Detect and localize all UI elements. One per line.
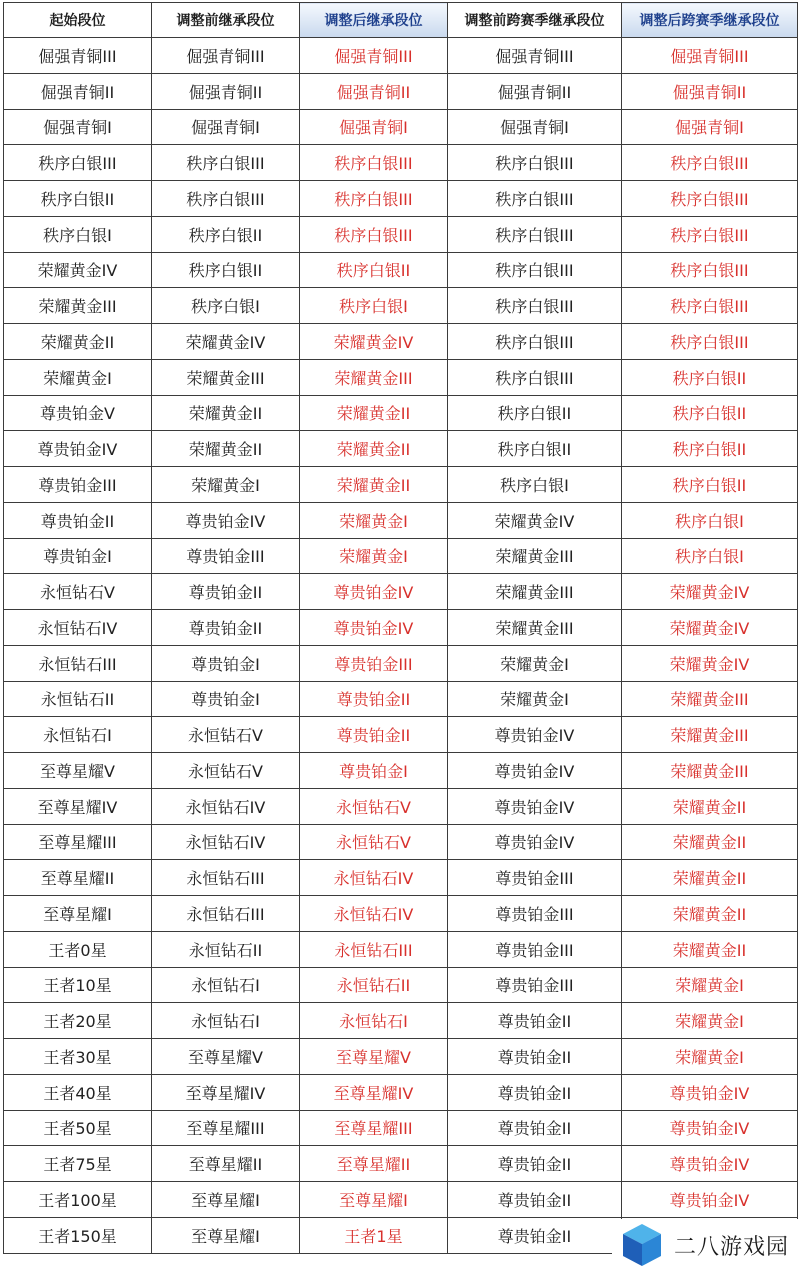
cell-after-inherit: 至尊星耀V: [300, 1039, 448, 1075]
cell-start-rank: 荣耀黄金I: [4, 359, 152, 395]
table-row: [4, 359, 798, 395]
cell-before-cross-season: 尊贵铂金IV: [448, 753, 622, 789]
cell-after-inherit: 荣耀黄金I: [300, 538, 448, 574]
cell-after-inherit: 荣耀黄金II: [300, 395, 448, 431]
table-body: [4, 38, 798, 1254]
cell-after-cross-season: 荣耀黄金III: [622, 717, 798, 753]
cell-after-inherit: 尊贵铂金II: [300, 717, 448, 753]
cell-after-cross-season: 荣耀黄金IV: [622, 574, 798, 610]
cell-before-cross-season: 尊贵铂金IV: [448, 824, 622, 860]
cell-before-cross-season: 荣耀黄金III: [448, 610, 622, 646]
cell-after-cross-season: 荣耀黄金IV: [622, 645, 798, 681]
cell-after-inherit: 尊贵铂金IV: [300, 574, 448, 610]
cell-before-cross-season: 秩序白银II: [448, 395, 622, 431]
cell-before-inherit: 秩序白银III: [152, 181, 300, 217]
cell-after-cross-season: 荣耀黄金I: [622, 1039, 798, 1075]
cell-after-inherit: 倔强青铜I: [300, 109, 448, 145]
cell-start-rank: 永恒钻石IV: [4, 610, 152, 646]
table-row: [4, 1074, 798, 1110]
table-row: [4, 431, 798, 467]
cell-after-cross-season: 荣耀黄金II: [622, 788, 798, 824]
cell-before-cross-season: 秩序白银III: [448, 181, 622, 217]
cell-after-inherit: 尊贵铂金III: [300, 645, 448, 681]
cell-before-inherit: 永恒钻石I: [152, 967, 300, 1003]
header-before-inherit: 调整前继承段位: [152, 3, 300, 38]
cell-before-cross-season: 秩序白银III: [448, 252, 622, 288]
cell-start-rank: 秩序白银I: [4, 216, 152, 252]
cell-after-inherit: 王者1星: [300, 1217, 448, 1253]
cell-before-inherit: 至尊星耀IV: [152, 1074, 300, 1110]
table-row: [4, 216, 798, 252]
cell-after-cross-season: 荣耀黄金II: [622, 931, 798, 967]
table-row: [4, 931, 798, 967]
cell-start-rank: 王者150星: [4, 1217, 152, 1253]
cell-before-inherit: 倔强青铜III: [152, 38, 300, 74]
cell-start-rank: 王者50星: [4, 1110, 152, 1146]
table-row: [4, 181, 798, 217]
watermark-text: 二八游戏园: [674, 1234, 790, 1260]
cell-after-cross-season: 倔强青铜I: [622, 109, 798, 145]
table-row: [4, 1146, 798, 1182]
cell-before-inherit: 至尊星耀I: [152, 1182, 300, 1218]
cell-after-inherit: 尊贵铂金I: [300, 753, 448, 789]
cell-before-inherit: 尊贵铂金III: [152, 538, 300, 574]
cell-before-cross-season: 荣耀黄金I: [448, 645, 622, 681]
header-start-rank: 起始段位: [4, 3, 152, 38]
cell-before-inherit: 永恒钻石III: [152, 896, 300, 932]
cell-after-cross-season: 尊贵铂金IV: [622, 1182, 798, 1218]
cell-before-inherit: 倔强青铜I: [152, 109, 300, 145]
cell-after-cross-season: 秩序白银III: [622, 288, 798, 324]
cell-after-cross-season: 秩序白银III: [622, 216, 798, 252]
cell-start-rank: 王者100星: [4, 1182, 152, 1218]
cell-start-rank: 尊贵铂金V: [4, 395, 152, 431]
table-row: [4, 502, 798, 538]
cell-after-inherit: 至尊星耀IV: [300, 1074, 448, 1110]
blue-cube-logo-icon: [618, 1221, 666, 1269]
cell-before-cross-season: 倔强青铜II: [448, 73, 622, 109]
table-row: [4, 967, 798, 1003]
cell-before-cross-season: 荣耀黄金I: [448, 681, 622, 717]
cell-after-cross-season: 秩序白银III: [622, 145, 798, 181]
cell-before-inherit: 至尊星耀V: [152, 1039, 300, 1075]
cell-after-cross-season: 秩序白银I: [622, 502, 798, 538]
cell-before-cross-season: 尊贵铂金II: [448, 1074, 622, 1110]
cell-start-rank: 荣耀黄金II: [4, 324, 152, 360]
table-row: [4, 896, 798, 932]
header-after-inherit: 调整后继承段位: [300, 3, 448, 38]
cell-before-inherit: 荣耀黄金II: [152, 431, 300, 467]
cell-after-cross-season: 荣耀黄金I: [622, 1003, 798, 1039]
cell-before-cross-season: 秩序白银III: [448, 288, 622, 324]
cell-before-inherit: 荣耀黄金IV: [152, 324, 300, 360]
cell-after-cross-season: 秩序白银II: [622, 359, 798, 395]
cell-after-inherit: 秩序白银III: [300, 145, 448, 181]
cell-before-inherit: 倔强青铜II: [152, 73, 300, 109]
table-row: [4, 824, 798, 860]
watermark: [612, 1219, 800, 1271]
cell-after-inherit: 荣耀黄金III: [300, 359, 448, 395]
cell-before-inherit: 尊贵铂金I: [152, 681, 300, 717]
table-row: [4, 109, 798, 145]
cell-after-cross-season: 倔强青铜II: [622, 73, 798, 109]
cell-after-cross-season: 秩序白银II: [622, 467, 798, 503]
cell-after-cross-season: 荣耀黄金III: [622, 753, 798, 789]
cell-start-rank: 秩序白银III: [4, 145, 152, 181]
cell-after-cross-season: 荣耀黄金I: [622, 967, 798, 1003]
cell-after-inherit: 永恒钻石IV: [300, 896, 448, 932]
cell-before-cross-season: 尊贵铂金II: [448, 1110, 622, 1146]
cell-before-cross-season: 尊贵铂金II: [448, 1182, 622, 1218]
cell-start-rank: 至尊星耀V: [4, 753, 152, 789]
cell-start-rank: 倔强青铜III: [4, 38, 152, 74]
table-row: [4, 1039, 798, 1075]
cell-before-inherit: 秩序白银III: [152, 145, 300, 181]
cell-before-cross-season: 秩序白银III: [448, 145, 622, 181]
cell-after-cross-season: 秩序白银I: [622, 538, 798, 574]
cell-after-inherit: 秩序白银I: [300, 288, 448, 324]
cell-before-cross-season: 倔强青铜III: [448, 38, 622, 74]
table-row: [4, 788, 798, 824]
table-row: [4, 610, 798, 646]
cell-before-inherit: 尊贵铂金II: [152, 610, 300, 646]
table-row: [4, 1182, 798, 1218]
cell-start-rank: 永恒钻石III: [4, 645, 152, 681]
cell-before-inherit: 永恒钻石III: [152, 860, 300, 896]
table-row: [4, 145, 798, 181]
cell-after-cross-season: 秩序白银III: [622, 252, 798, 288]
cell-after-inherit: 至尊星耀II: [300, 1146, 448, 1182]
cell-before-inherit: 至尊星耀I: [152, 1217, 300, 1253]
table-row: [4, 1003, 798, 1039]
cell-after-inherit: 荣耀黄金II: [300, 467, 448, 503]
rank-inheritance-table: [3, 2, 798, 1254]
cell-start-rank: 倔强青铜II: [4, 73, 152, 109]
cell-start-rank: 王者40星: [4, 1074, 152, 1110]
cell-start-rank: 倔强青铜I: [4, 109, 152, 145]
cell-before-cross-season: 荣耀黄金III: [448, 574, 622, 610]
cell-before-cross-season: 尊贵铂金III: [448, 931, 622, 967]
table-row: [4, 753, 798, 789]
cell-before-cross-season: 尊贵铂金II: [448, 1003, 622, 1039]
cell-after-cross-season: 倔强青铜III: [622, 38, 798, 74]
cell-before-cross-season: 尊贵铂金IV: [448, 717, 622, 753]
cell-before-cross-season: 秩序白银III: [448, 324, 622, 360]
cell-after-cross-season: 荣耀黄金IV: [622, 610, 798, 646]
table-row: [4, 38, 798, 74]
header-row: [4, 3, 798, 38]
table-row: [4, 538, 798, 574]
cell-after-inherit: 荣耀黄金II: [300, 431, 448, 467]
cell-start-rank: 王者0星: [4, 931, 152, 967]
cell-before-inherit: 荣耀黄金I: [152, 467, 300, 503]
cell-after-inherit: 尊贵铂金II: [300, 681, 448, 717]
cell-before-inherit: 永恒钻石II: [152, 931, 300, 967]
table-row: [4, 681, 798, 717]
cell-after-inherit: 永恒钻石II: [300, 967, 448, 1003]
cell-after-cross-season: 尊贵铂金IV: [622, 1146, 798, 1182]
header-after-cross-season: 调整后跨赛季继承段位: [622, 3, 798, 38]
cell-after-inherit: 至尊星耀III: [300, 1110, 448, 1146]
cell-before-inherit: 尊贵铂金I: [152, 645, 300, 681]
table-row: [4, 717, 798, 753]
cell-before-cross-season: 尊贵铂金III: [448, 896, 622, 932]
cell-before-inherit: 至尊星耀II: [152, 1146, 300, 1182]
cell-before-cross-season: 尊贵铂金III: [448, 967, 622, 1003]
cell-before-inherit: 永恒钻石I: [152, 1003, 300, 1039]
cell-start-rank: 至尊星耀II: [4, 860, 152, 896]
cell-before-cross-season: 秩序白银I: [448, 467, 622, 503]
cell-before-inherit: 永恒钻石IV: [152, 788, 300, 824]
cell-start-rank: 尊贵铂金IV: [4, 431, 152, 467]
cell-after-cross-season: 秩序白银III: [622, 324, 798, 360]
cell-after-inherit: 荣耀黄金IV: [300, 324, 448, 360]
cell-before-cross-season: 荣耀黄金IV: [448, 502, 622, 538]
cell-after-inherit: 倔强青铜III: [300, 38, 448, 74]
cell-after-cross-season: 尊贵铂金IV: [622, 1110, 798, 1146]
cell-before-cross-season: 尊贵铂金III: [448, 860, 622, 896]
cell-before-cross-season: 秩序白银III: [448, 216, 622, 252]
cell-start-rank: 荣耀黄金III: [4, 288, 152, 324]
cell-start-rank: 至尊星耀I: [4, 896, 152, 932]
cell-after-inherit: 秩序白银II: [300, 252, 448, 288]
cell-before-cross-season: 尊贵铂金II: [448, 1146, 622, 1182]
cell-before-cross-season: 倔强青铜I: [448, 109, 622, 145]
cell-start-rank: 尊贵铂金II: [4, 502, 152, 538]
table-row: [4, 324, 798, 360]
cell-before-cross-season: 秩序白银III: [448, 359, 622, 395]
cell-start-rank: 王者20星: [4, 1003, 152, 1039]
cell-before-cross-season: 荣耀黄金III: [448, 538, 622, 574]
table-row: [4, 73, 798, 109]
cell-start-rank: 荣耀黄金IV: [4, 252, 152, 288]
cell-after-inherit: 秩序白银III: [300, 216, 448, 252]
cell-after-inherit: 永恒钻石III: [300, 931, 448, 967]
cell-after-inherit: 至尊星耀I: [300, 1182, 448, 1218]
cell-before-cross-season: 尊贵铂金II: [448, 1039, 622, 1075]
cell-after-inherit: 永恒钻石V: [300, 788, 448, 824]
cell-after-cross-season: 荣耀黄金II: [622, 860, 798, 896]
cell-before-cross-season: 秩序白银II: [448, 431, 622, 467]
table-row: [4, 288, 798, 324]
cell-before-inherit: 荣耀黄金III: [152, 359, 300, 395]
table-row: [4, 1110, 798, 1146]
cell-start-rank: 至尊星耀III: [4, 824, 152, 860]
table-row: [4, 467, 798, 503]
table-row: [4, 574, 798, 610]
cell-start-rank: 尊贵铂金I: [4, 538, 152, 574]
cell-before-inherit: 秩序白银II: [152, 216, 300, 252]
cell-start-rank: 永恒钻石II: [4, 681, 152, 717]
cell-before-inherit: 秩序白银II: [152, 252, 300, 288]
cell-after-cross-season: 荣耀黄金III: [622, 681, 798, 717]
cell-before-inherit: 永恒钻石V: [152, 753, 300, 789]
cell-before-inherit: 至尊星耀III: [152, 1110, 300, 1146]
cell-after-inherit: 永恒钻石I: [300, 1003, 448, 1039]
table-row: [4, 395, 798, 431]
table-row: [4, 252, 798, 288]
cell-after-inherit: 永恒钻石V: [300, 824, 448, 860]
cell-after-cross-season: 荣耀黄金II: [622, 896, 798, 932]
cell-start-rank: 永恒钻石I: [4, 717, 152, 753]
table-row: [4, 645, 798, 681]
cell-before-inherit: 尊贵铂金II: [152, 574, 300, 610]
cell-after-inherit: 荣耀黄金I: [300, 502, 448, 538]
cell-before-inherit: 永恒钻石V: [152, 717, 300, 753]
cell-before-inherit: 尊贵铂金IV: [152, 502, 300, 538]
cell-after-cross-season: 秩序白银II: [622, 395, 798, 431]
cell-before-inherit: 荣耀黄金II: [152, 395, 300, 431]
cell-start-rank: 王者30星: [4, 1039, 152, 1075]
cell-start-rank: 尊贵铂金III: [4, 467, 152, 503]
cell-before-cross-season: 尊贵铂金II: [448, 1217, 622, 1253]
cell-after-cross-season: 秩序白银III: [622, 181, 798, 217]
cell-before-inherit: 永恒钻石IV: [152, 824, 300, 860]
cell-after-inherit: 倔强青铜II: [300, 73, 448, 109]
table-row: [4, 860, 798, 896]
header-before-cross-season: 调整前跨赛季继承段位: [448, 3, 622, 38]
cell-start-rank: 永恒钻石V: [4, 574, 152, 610]
cell-before-cross-season: 尊贵铂金IV: [448, 788, 622, 824]
cell-before-inherit: 秩序白银I: [152, 288, 300, 324]
cell-start-rank: 王者75星: [4, 1146, 152, 1182]
cell-after-cross-season: 荣耀黄金II: [622, 824, 798, 860]
cell-after-inherit: 秩序白银III: [300, 181, 448, 217]
cell-start-rank: 至尊星耀IV: [4, 788, 152, 824]
cell-start-rank: 王者10星: [4, 967, 152, 1003]
cell-after-cross-season: 秩序白银II: [622, 431, 798, 467]
cell-after-cross-season: 尊贵铂金IV: [622, 1074, 798, 1110]
cell-after-inherit: 尊贵铂金IV: [300, 610, 448, 646]
cell-start-rank: 秩序白银II: [4, 181, 152, 217]
cell-after-inherit: 永恒钻石IV: [300, 860, 448, 896]
